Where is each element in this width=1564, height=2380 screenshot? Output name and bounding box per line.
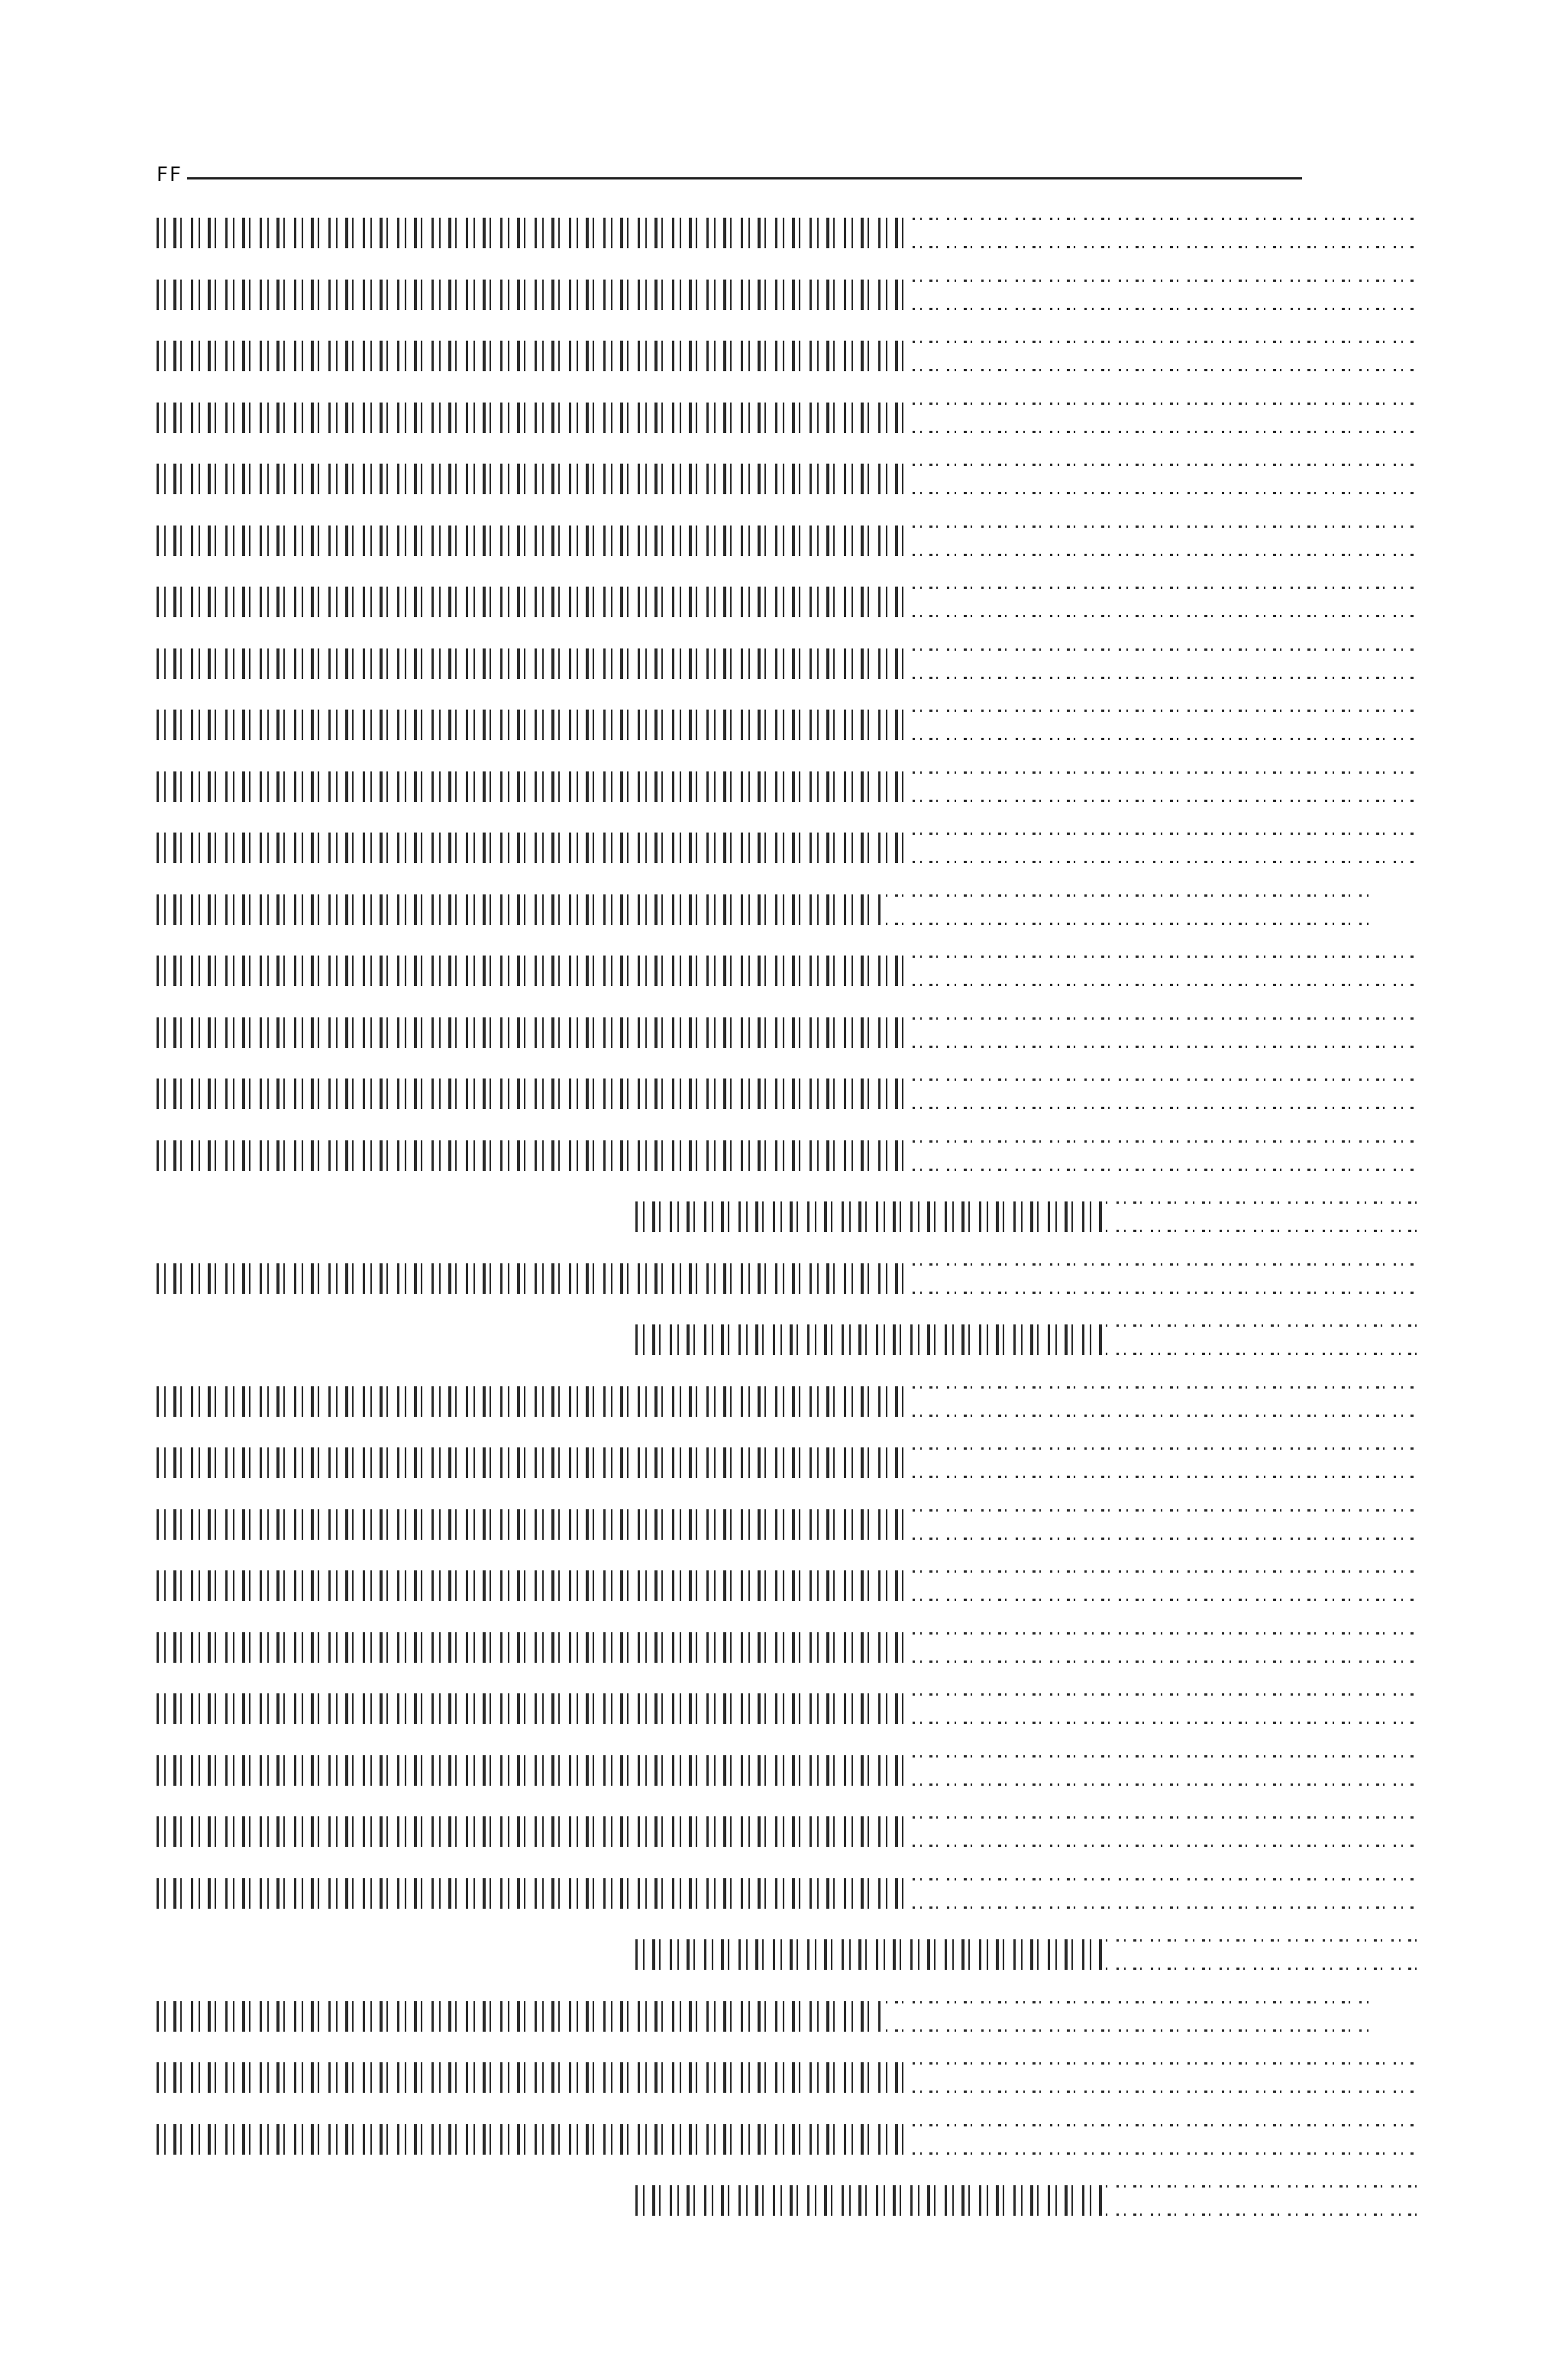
text-line [157, 1309, 1417, 1371]
text-line [157, 1002, 1417, 1064]
text-line [157, 510, 1417, 572]
text-line [157, 202, 1417, 264]
glyph-run [157, 1632, 1417, 1663]
glyph-run [635, 2185, 1417, 2216]
glyph-run [157, 956, 1417, 986]
text-line [157, 694, 1417, 756]
text-line [157, 1125, 1417, 1187]
text-line [157, 1617, 1417, 1679]
glyph-run [157, 218, 1417, 248]
text-line [157, 2109, 1417, 2171]
glyph-run [157, 833, 1417, 863]
glyph-run [635, 1201, 1417, 1232]
text-line [157, 325, 1417, 387]
glyph-run [157, 2124, 1417, 2155]
body-text [157, 202, 1417, 2232]
text-line [157, 756, 1417, 818]
text-line [157, 940, 1417, 1002]
glyph-run [157, 280, 1417, 310]
glyph-run [157, 771, 1417, 802]
glyph-run [157, 1386, 1417, 1417]
text-line [157, 817, 1417, 879]
text-line [157, 1924, 1417, 1986]
glyph-run [157, 1140, 1417, 1171]
glyph-run [157, 1509, 1417, 1540]
glyph-run [157, 464, 1417, 494]
text-line [157, 387, 1417, 449]
text-line [157, 1248, 1417, 1310]
glyph-run [157, 587, 1417, 617]
glyph-run [157, 2001, 1371, 2032]
text-line [157, 1740, 1417, 1802]
text-line [157, 1555, 1417, 1617]
glyph-run [157, 525, 1417, 556]
text-line [157, 1432, 1417, 1494]
glyph-run [635, 1324, 1417, 1355]
glyph-run [157, 1263, 1417, 1294]
text-line [157, 1678, 1417, 1740]
text-line [157, 2047, 1417, 2109]
page-number: FF [157, 163, 183, 186]
text-line [157, 264, 1417, 326]
header-rule [187, 177, 1302, 179]
glyph-run [157, 403, 1417, 433]
glyph-run [157, 1570, 1417, 1601]
text-line [157, 1063, 1417, 1125]
text-line [157, 633, 1417, 695]
glyph-run [157, 1755, 1417, 1786]
text-line [157, 1494, 1417, 1556]
glyph-run [157, 341, 1417, 371]
glyph-run [157, 1078, 1417, 1109]
glyph-run [157, 2062, 1417, 2093]
glyph-run [157, 648, 1417, 679]
text-line [157, 571, 1417, 633]
glyph-run [157, 1017, 1417, 1048]
glyph-run [157, 894, 1371, 925]
text-line [157, 1986, 1417, 2048]
text-line [157, 1801, 1417, 1863]
running-header [157, 160, 1417, 191]
glyph-run [157, 1447, 1417, 1478]
glyph-run [157, 1816, 1417, 1847]
text-line [157, 1863, 1417, 1925]
glyph-run [157, 710, 1417, 740]
text-line [157, 879, 1417, 941]
glyph-run [635, 1939, 1417, 1970]
text-line [157, 2170, 1417, 2232]
text-line [157, 1186, 1417, 1248]
text-line [157, 1371, 1417, 1433]
glyph-run [157, 1878, 1417, 1909]
glyph-run [157, 1693, 1417, 1724]
text-line [157, 448, 1417, 510]
